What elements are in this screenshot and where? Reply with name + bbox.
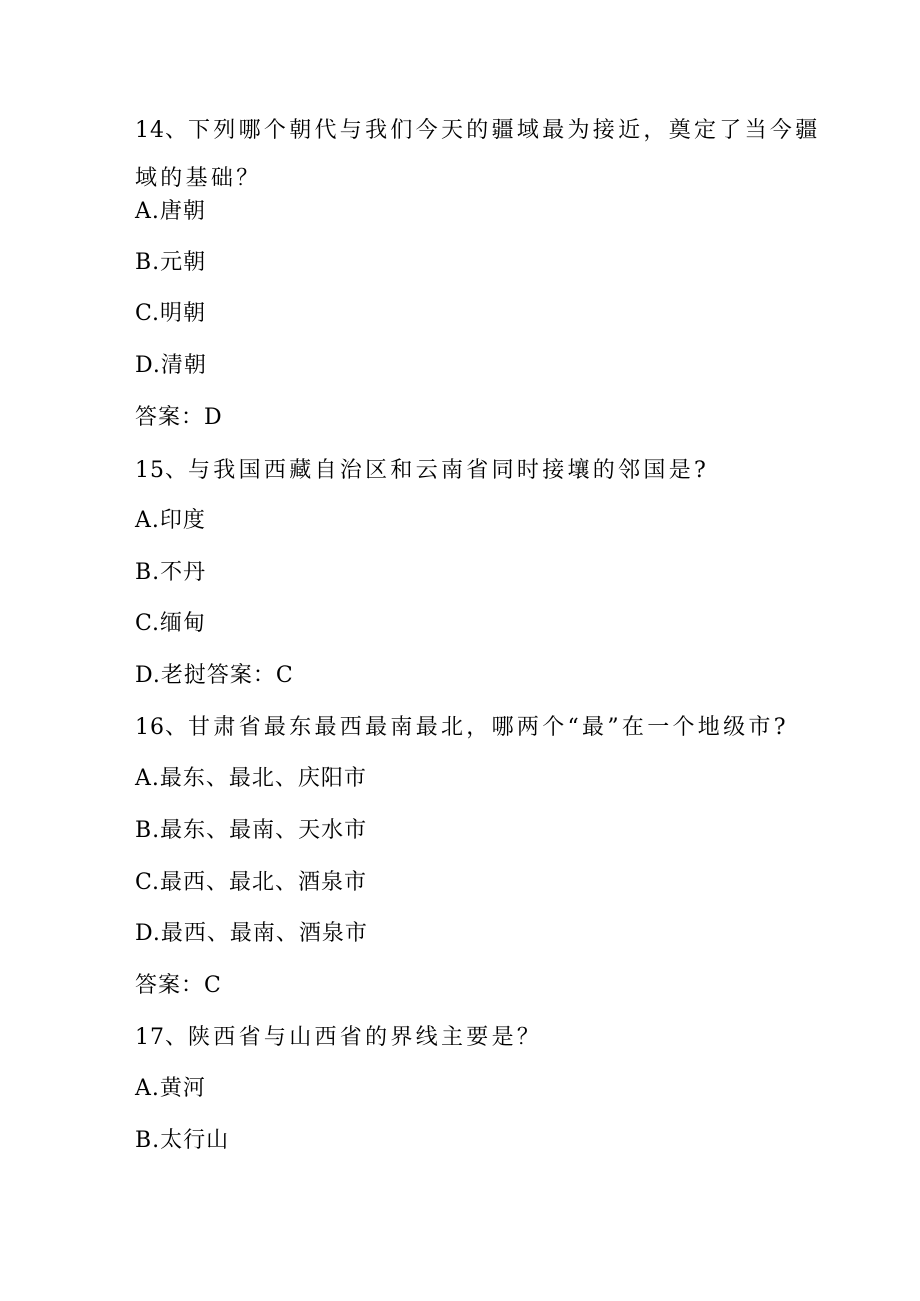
question-17-line-1: [135, 1023, 542, 1053]
question-number: 16、: [135, 715, 188, 740]
question-15-option-a: A.印度: [135, 508, 206, 533]
question-15-line-1: [135, 456, 709, 486]
question-16-answer: 答案：C: [135, 973, 222, 998]
question-number: 14、: [135, 118, 188, 143]
question-14-option-b: B.元朝: [135, 250, 207, 275]
question-15-option-d-with-answer: D.老挝答案：C: [135, 663, 294, 688]
question-16-option-a: A.最东、最北、庆阳市: [135, 766, 367, 791]
question-16-option-c: C.最西、最北、酒泉市: [135, 870, 368, 895]
question-14-option-d: D.清朝: [135, 353, 207, 378]
question-14-option-a: A.唐朝: [135, 199, 206, 224]
question-14-answer: 答案：D: [135, 405, 223, 430]
question-15-option-b: B.不丹: [135, 560, 207, 585]
question-16-line-1: [135, 713, 789, 743]
question-14-line-1: [135, 116, 821, 146]
question-text: 下列哪个朝代与我们今天的疆域最为接近，奠定了当今疆: [188, 118, 821, 143]
question-16-option-d: D.最西、最南、酒泉市: [135, 921, 368, 946]
question-17-option-b: B.太行山: [135, 1128, 230, 1153]
question-14-option-c: C.明朝: [135, 301, 207, 326]
question-text: 与我国西藏自治区和云南省同时接壤的邻国是?: [188, 458, 710, 483]
question-number: 15、: [135, 458, 188, 483]
question-15-option-c: C.缅甸: [135, 611, 207, 636]
question-16-option-b: B.最东、最南、天水市: [135, 818, 368, 843]
question-text: 陕西省与山西省的界线主要是？: [188, 1025, 543, 1050]
question-text: 甘肃省最东最西最南最北，哪两个“最”在一个地级市?: [188, 715, 789, 740]
question-14-line-2: 域的基础？: [135, 166, 262, 191]
question-17-option-a: A.黄河: [135, 1076, 206, 1101]
question-number: 17、: [135, 1025, 188, 1050]
